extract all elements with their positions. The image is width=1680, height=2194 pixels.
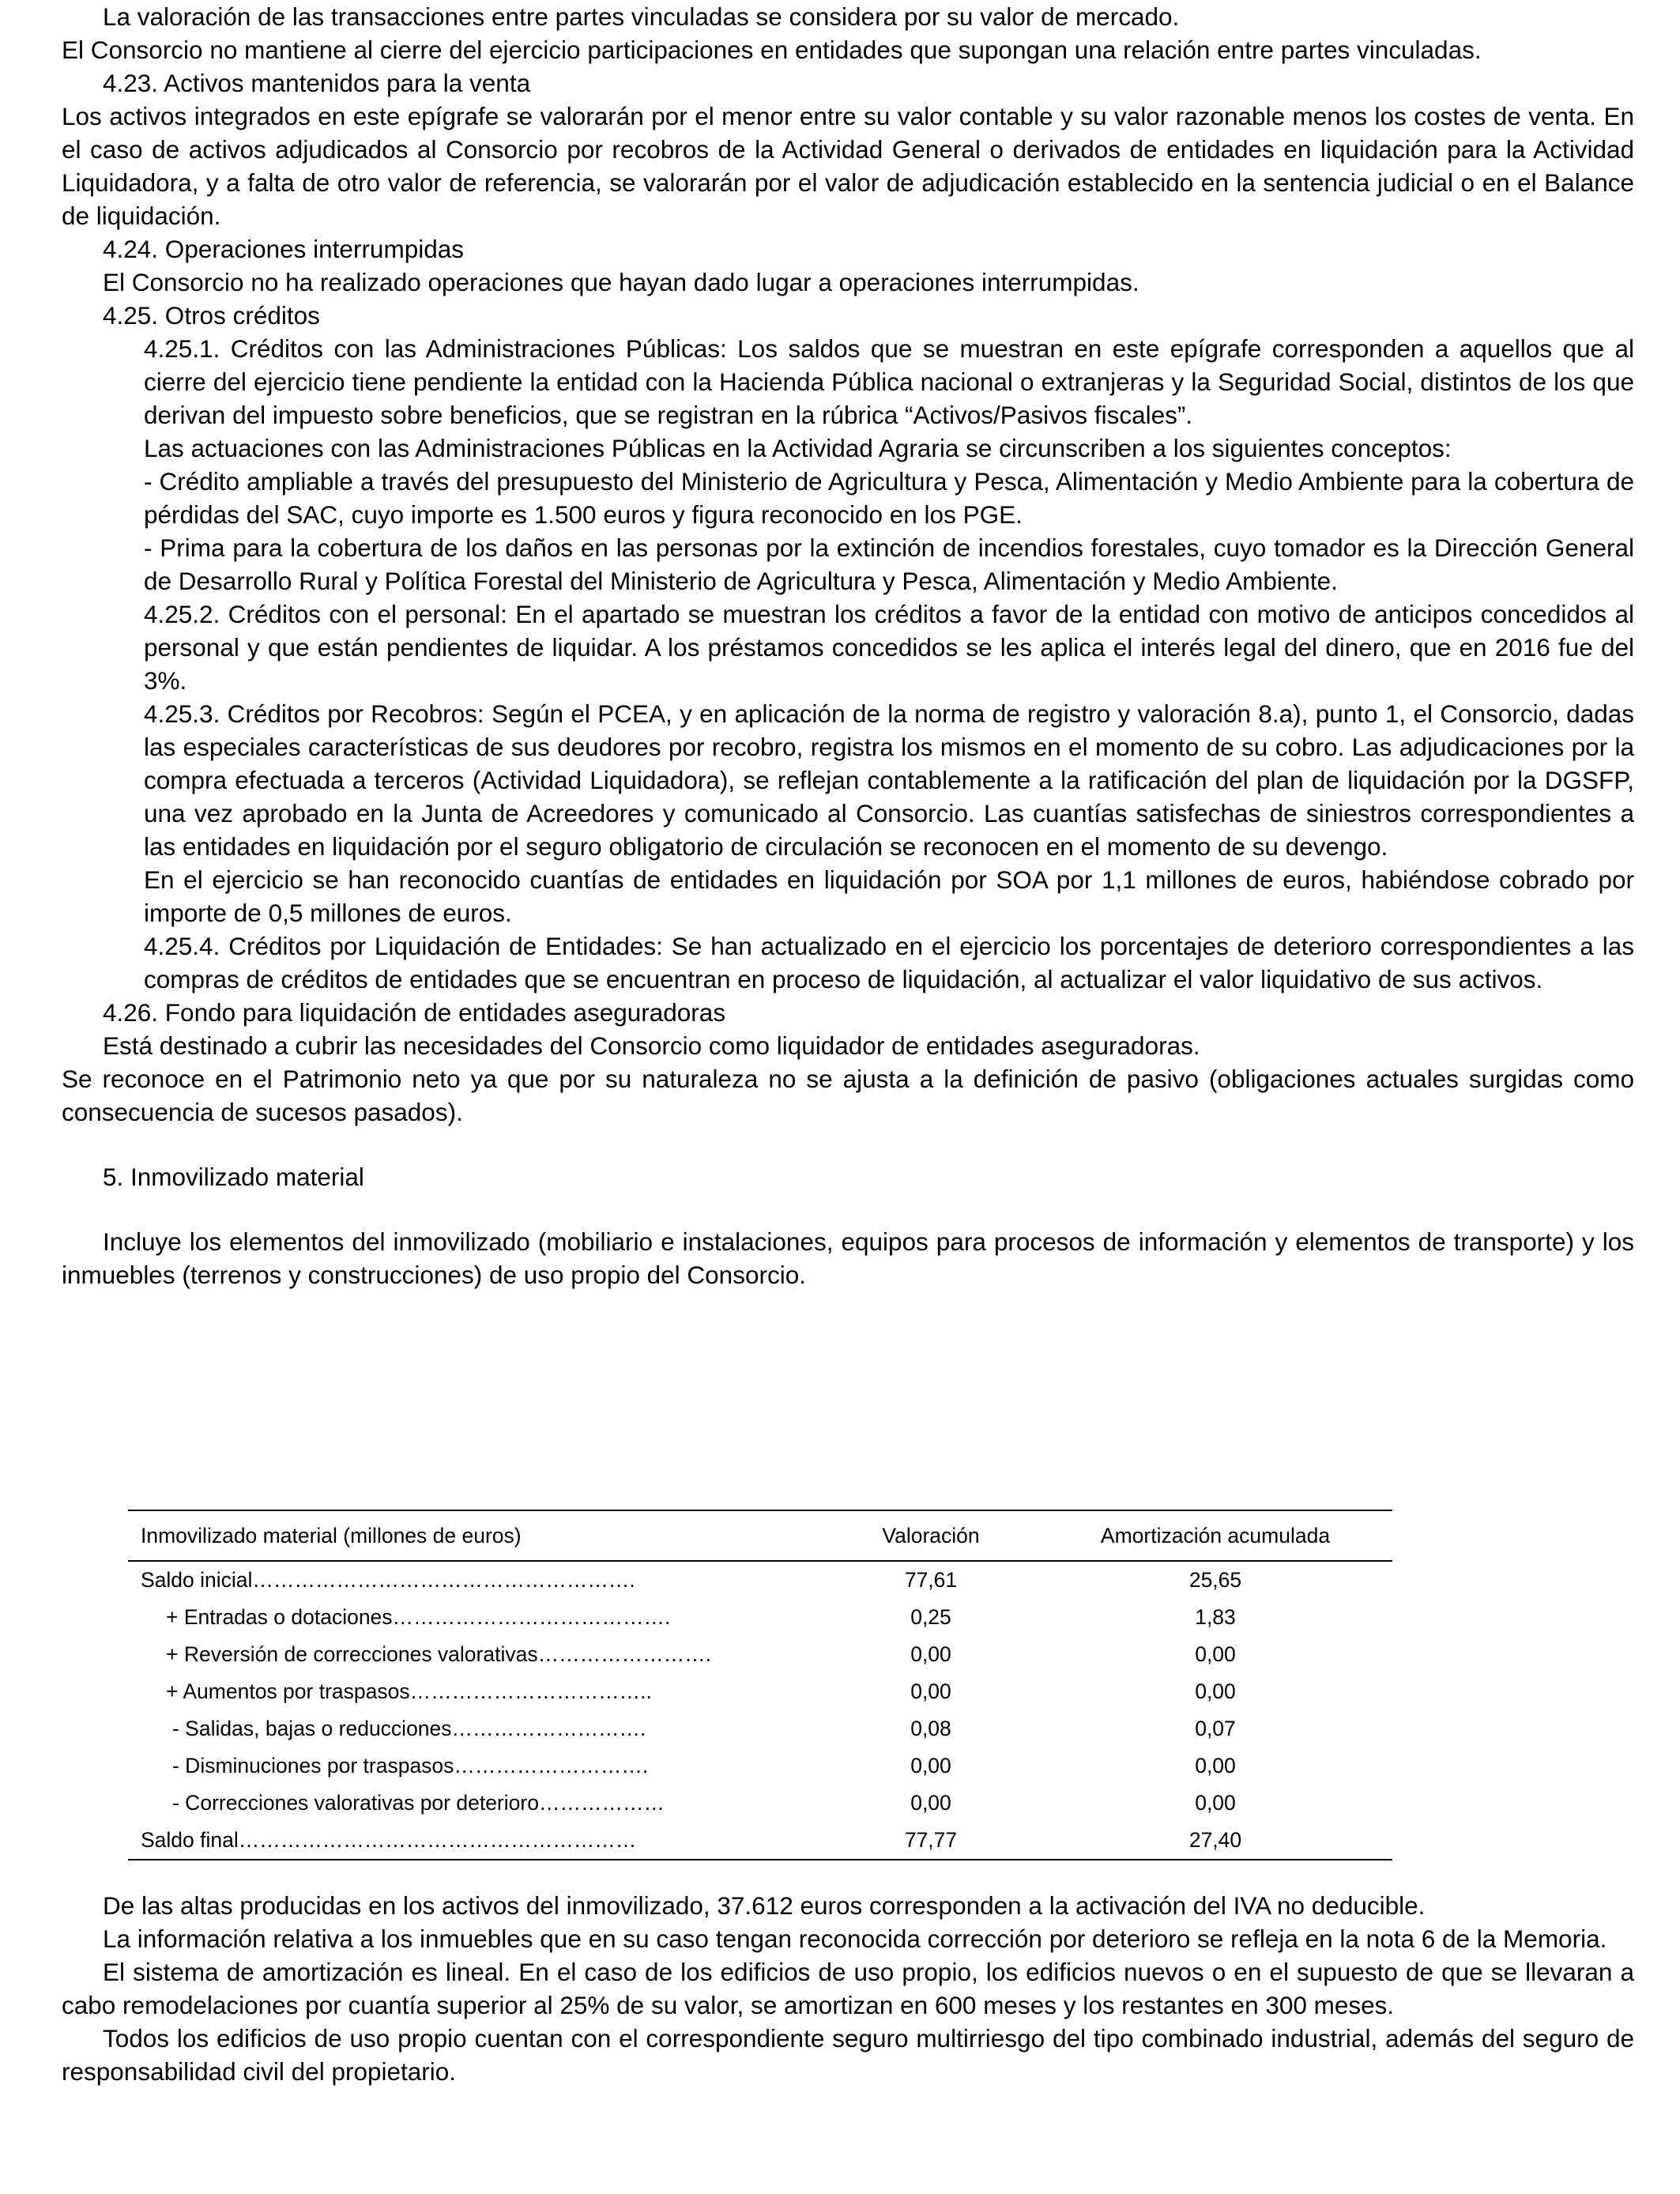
cell-amortizacion: 0,07	[1195, 1717, 1236, 1740]
table-row	[128, 1747, 1392, 1785]
paragraph: 4.25.1. Créditos con las Administraciones Públicas: Los saldos que se muestran en este epígrafe corresponden a aquellos que al cierre del ejercicio tiene pendiente la entidad con la Hacienda Pública nacional o extranjeras y la Seguridad Social, distintos de los que derivan del impuesto sobre beneficios, que se registran en la rúbrica “Activos/Pasivos fiscales”.	[144, 334, 1634, 429]
row-label: - Salidas, bajas o reducciones……………………….	[172, 1717, 646, 1740]
bullet-item: - Prima para la cobertura de los daños en las personas por la extinción de incendios forestales, cuyo tomador es la Dirección General de Desarrollo Rural y Política Forestal del Ministerio de Agricultura y Pesca, Alimentación y Medio Ambiente.	[144, 533, 1634, 595]
cell-amortizacion: 25,65	[1188, 1568, 1242, 1592]
heading-4-25: 4.25. Otros créditos	[103, 301, 320, 330]
table-row	[128, 1710, 1392, 1747]
row-label: Saldo final…………………………………………………	[141, 1828, 637, 1852]
paragraph: 4.25.3. Créditos por Recobros: Según el PCEA, y en aplicación de la norma de registro y valoración 8.a), punto 1, el Consorcio, dadas las especiales características de sus deudores por recobro, registra los mismos en el momento de su cobro. Las adjudicaciones por la compra efectuada a terceros (Actividad Liquidadora), se reflejan contablemente a la ratificación del plan de liquidación por la DGSFP, una vez aprobado en la Junta de Acreedores y comunicado al Consorcio. Las cuantías satisfechas de siniestros correspondientes a las entidades en liquidación por el seguro obligatorio de circulación se reconocen en el momento de su devengo.	[144, 699, 1634, 861]
paragraph: Está destinado a cubrir las necesidades del Consorcio como liquidador de entidades aseguradoras.	[103, 1031, 1200, 1060]
table-row	[128, 1822, 1392, 1860]
paragraph: Los activos integrados en este epígrafe se valorarán por el menor entre su valor contable y su valor razonable menos los costes de venta. En el caso de activos adjudicados al Consorcio por recobros de la Actividad General o derivados de entidades en liquidación para la Actividad Liquidadora, y a falta de otro valor de referencia, se valorarán por el valor de adjudicación establecido en la sentencia judicial o en el Balance de liquidación.	[62, 102, 1634, 230]
table-row	[128, 1636, 1392, 1673]
document-tail	[62, 1889, 1634, 2088]
cell-valoracion: 0,00	[910, 1642, 951, 1666]
cell-valoracion: 0,25	[910, 1605, 951, 1629]
row-label: - Correcciones valorativas por deterioro………………	[172, 1791, 665, 1815]
row-label: - Disminuciones por traspasos……………………….	[172, 1754, 649, 1777]
bullet-item: - Crédito ampliable a través del presupuesto del Ministerio de Agricultura y Pesca, Alimentación y Medio Ambiente para la cobertura de pérdidas del SAC, cuyo importe es 1.500 euros y figura reconocido en los PGE.	[144, 467, 1634, 529]
table-row	[128, 1673, 1392, 1710]
paragraph: 4.25.4. Créditos por Liquidación de Entidades: Se han actualizado en el ejercicio los porcentajes de deterioro correspondientes a las compras de créditos de entidades que se encuentran en proceso de liquidación, al actualizar el valor liquidativo de sus activos.	[144, 932, 1634, 993]
row-label: + Reversión de correcciones valorativas…………………….	[166, 1642, 711, 1666]
paragraph: La valoración de las transacciones entre partes vinculadas se considera por su valor de mercado.	[103, 2, 1180, 31]
paragraph: La información relativa a los inmuebles que en su caso tengan reconocida corrección por deterioro se refleja en la nota 6 de la Memoria.	[103, 1924, 1607, 1953]
table-row	[128, 1561, 1392, 1599]
section-heading-5: 5. Inmovilizado material	[103, 1163, 364, 1191]
row-label: + Entradas o dotaciones………………………………….	[166, 1605, 671, 1629]
cell-valoracion: 0,08	[910, 1717, 951, 1740]
cell-valoracion: 0,00	[910, 1791, 951, 1815]
cell-amortizacion: 0,00	[1195, 1642, 1236, 1666]
paragraph: Se reconoce en el Patrimonio neto ya que por su naturaleza no se ajusta a la definición de pasivo (obligaciones actuales surgidas como consecuencia de sucesos pasados).	[62, 1065, 1634, 1126]
column-header: Inmovilizado material (millones de euros)	[141, 1523, 522, 1547]
cell-valoracion: 77,77	[904, 1828, 958, 1852]
row-label: Saldo inicial……………………………………………….	[141, 1568, 635, 1592]
document-body	[62, 0, 1634, 1291]
paragraph: Incluye los elementos del inmovilizado (mobiliario e instalaciones, equipos para procesos de información y elementos de transporte) y los inmuebles (terrenos y construcciones) de uso propio del Consorcio.	[62, 1227, 1634, 1289]
cell-valoracion: 0,00	[910, 1754, 951, 1777]
cell-amortizacion: 0,00	[1195, 1754, 1236, 1777]
cell-valoracion: 0,00	[910, 1679, 951, 1703]
table-row	[128, 1785, 1392, 1822]
cell-amortizacion: 0,00	[1195, 1791, 1236, 1815]
paragraph: El Consorcio no mantiene al cierre del ejercicio participaciones en entidades que supongan una relación entre partes vinculadas.	[62, 36, 1482, 64]
table-row	[128, 1599, 1392, 1636]
paragraph: El Consorcio no ha realizado operaciones que hayan dado lugar a operaciones interrumpidas.	[103, 268, 1139, 296]
paragraph: De las altas producidas en los activos del inmovilizado, 37.612 euros corresponden a la activación del IVA no deducible.	[103, 1891, 1426, 1920]
paragraph: El sistema de amortización es lineal. En el caso de los edificios de uso propio, los edificios nuevos o en el supuesto de que se llevaran a cabo remodelaciones por cuantía superior al 25% de su valor, se amortizan en 600 meses y los restantes en 300 meses.	[62, 1958, 1634, 2019]
column-header: Valoración	[882, 1523, 980, 1547]
heading-4-26: 4.26. Fondo para liquidación de entidades aseguradoras	[103, 998, 726, 1027]
paragraph: Las actuaciones con las Administraciones Públicas en la Actividad Agraria se circunscriben a los siguientes conceptos:	[144, 434, 1452, 462]
row-label: + Aumentos por traspasos……………………………..	[166, 1679, 652, 1703]
table-header-row	[128, 1510, 1392, 1561]
cell-valoracion: 77,61	[904, 1568, 958, 1592]
heading-4-24: 4.24. Operaciones interrumpidas	[103, 235, 464, 263]
inmovilizado-table	[128, 1510, 1392, 1860]
paragraph: 4.25.2. Créditos con el personal: En el apartado se muestran los créditos a favor de la entidad con motivo de anticipos concedidos al personal y que están pendientes de liquidar. A los préstamos concedidos se les aplica el interés legal del dinero, que en 2016 fue del 3%.	[144, 600, 1634, 695]
cell-amortizacion: 0,00	[1195, 1679, 1236, 1703]
column-header: Amortización acumulada	[1100, 1523, 1331, 1547]
cell-amortizacion: 1,83	[1195, 1605, 1236, 1629]
paragraph: Todos los edificios de uso propio cuentan con el correspondiente seguro multirriesgo del tipo combinado industrial, además del seguro de responsabilidad civil del propietario.	[62, 2024, 1634, 2086]
cell-amortizacion: 27,40	[1188, 1828, 1242, 1852]
heading-4-23: 4.23. Activos mantenidos para la venta	[103, 69, 531, 97]
paragraph: En el ejercicio se han reconocido cuantías de entidades en liquidación por SOA por 1,1 millones de euros, habiéndose cobrado por importe de 0,5 millones de euros.	[144, 865, 1634, 927]
